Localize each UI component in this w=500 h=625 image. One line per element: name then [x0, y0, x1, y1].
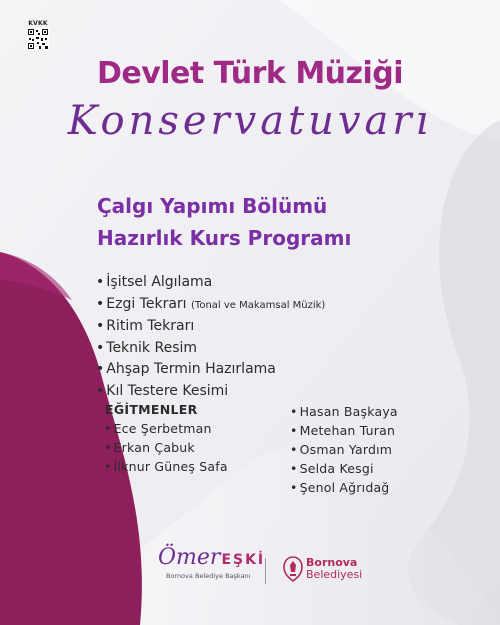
department-name: Çalgı Yapımı Bölümü [97, 194, 328, 218]
course-program-name: Hazırlık Kurs Programı [97, 226, 352, 250]
list-item: • Ahşap Termin Hazırlama [96, 361, 276, 378]
course-name: Ezgi Tekrarı [106, 295, 187, 312]
list-item: • Selda Kesgi [290, 461, 374, 476]
footer-divider [265, 558, 266, 584]
list-item: • Erkan Çabuk [104, 440, 195, 455]
program-title [97, 190, 351, 254]
list-item: • Hasan Başkaya [290, 404, 398, 419]
kvkk-qr[interactable] [27, 20, 49, 50]
mayor-last-name: EŞKİ [221, 552, 266, 568]
course-name: Ahşap Termin Hazırlama [106, 361, 276, 378]
instructor-list-right [290, 402, 398, 497]
list-item: • Kıl Testere Kesimi [96, 382, 229, 399]
list-item: • Ezgi Tekrarı (Tonal ve Makamsal Müzik) [96, 295, 326, 312]
municipality-line1: Bornova [306, 556, 358, 569]
list-item: • İlknur Güneş Safa [104, 459, 228, 474]
list-item: • Şenol Ağrıdağ [290, 480, 390, 495]
municipality-name [306, 557, 362, 581]
list-item: • Osman Yardım [290, 442, 393, 457]
instructor-name: Hasan Başkaya [299, 404, 398, 419]
list-item: • İşitsel Algılama [96, 274, 213, 290]
mayor-role: Bornova Belediye Başkanı [166, 572, 251, 580]
kvkk-label: KVKK [28, 20, 48, 27]
list-item: • Ritim Tekrarı [96, 318, 195, 335]
course-list [96, 272, 325, 403]
conservatory-script-title: Konservatuvarı [67, 98, 433, 144]
instructor-name: Şenol Ağrıdağ [299, 480, 390, 495]
list-item: • Ece Şerbetman [104, 421, 212, 436]
course-note: (Tonal ve Makamsal Müzik) [191, 299, 326, 311]
municipality-seal-icon [283, 556, 303, 582]
instructor-name: İlknur Güneş Safa [113, 459, 228, 474]
instructor-name: Erkan Çabuk [113, 440, 195, 455]
course-name: Ritim Tekrarı [106, 318, 195, 335]
instructors-heading: EĞİTMENLER [105, 402, 198, 417]
instructor-name: Selda Kesgi [299, 461, 374, 476]
mayor-first-name: Ömer [158, 545, 221, 570]
course-name: Teknik Resim [106, 339, 198, 356]
conservatory-title: Devlet Türk Müziği [96, 56, 404, 91]
course-name: Kıl Testere Kesimi [106, 382, 229, 399]
list-item: • Teknik Resim [96, 339, 198, 356]
mayor-signature-logo [158, 545, 266, 580]
qr-code-icon [27, 28, 49, 50]
instructor-name: Metehan Turan [299, 423, 396, 438]
course-name: İşitsel Algılama [106, 274, 213, 290]
list-item: • Metehan Turan [290, 423, 396, 438]
instructor-name: Osman Yardım [299, 442, 393, 457]
instructor-name: Ece Şerbetman [113, 421, 212, 436]
municipality-line2: Belediyesi [306, 568, 363, 581]
instructor-list-left [104, 419, 228, 476]
